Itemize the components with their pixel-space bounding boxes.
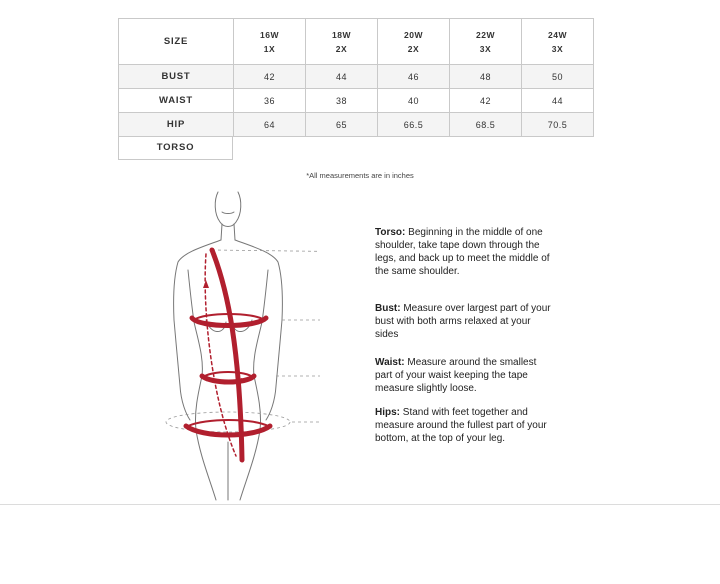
table-cell: 44 [306, 65, 378, 89]
size-chart-table [118, 18, 594, 137]
row-label: HIP [119, 113, 234, 137]
hips-text: Stand with feet together and measure around the fullest part of your bottom, at the top of your leg. [375, 407, 547, 444]
waist-tape-back [202, 372, 254, 378]
bust-title: Bust: [375, 303, 401, 314]
table-cell: 68.5 [450, 113, 522, 137]
bust-text: Measure over largest part of your bust with both arms relaxed at your sides [375, 303, 551, 340]
size-column-22w [450, 19, 522, 65]
table-row-torso-label: TORSO [118, 137, 233, 160]
table-row-bust [119, 65, 594, 89]
torso-tape [212, 250, 242, 460]
table-cell: 65 [306, 113, 378, 137]
table-cell: 64 [234, 113, 306, 137]
right-arm-outline [235, 240, 282, 420]
size-col-line1: 24W [548, 29, 567, 40]
size-column-16w [234, 19, 306, 65]
right-torso-outline [240, 322, 262, 500]
size-col-line2: 3X [551, 43, 564, 54]
table-row-waist [119, 89, 594, 113]
hips-tape [186, 426, 270, 435]
table-row-hip [119, 113, 594, 137]
table-cell: 48 [450, 65, 522, 89]
table-cell: 36 [234, 89, 306, 113]
size-column-18w [306, 19, 378, 65]
torso-text: Beginning in the middle of one shoulder, take tape down through the legs, and back up to meet the middle of the same shoulder. [375, 227, 550, 277]
size-col-line1: 18W [332, 29, 351, 40]
figure-outline [174, 192, 283, 500]
left-arm-outline [174, 240, 221, 420]
mouth-line [222, 212, 234, 214]
hips-title: Hips: [375, 407, 400, 418]
bust-instruction [375, 302, 555, 341]
table-cell: 70.5 [522, 113, 594, 137]
hips-tape-back [188, 420, 268, 426]
table-cell: 38 [306, 89, 378, 113]
torso-title: Torso: [375, 227, 406, 238]
table-cell: 40 [378, 89, 450, 113]
measurement-note: *All measurements are in inches [306, 171, 414, 180]
waist-tape [202, 376, 254, 382]
measuring-tapes [186, 250, 270, 460]
size-column-20w [378, 19, 450, 65]
head-outline [215, 192, 241, 227]
waist-title: Waist: [375, 357, 405, 368]
row-label: WAIST [119, 89, 234, 113]
size-col-line1: 20W [404, 29, 423, 40]
table-cell: 44 [522, 89, 594, 113]
table-cell: 50 [522, 65, 594, 89]
body-outline-illustration [140, 180, 320, 510]
size-col-line1: 22W [476, 29, 495, 40]
size-col-line2: 1X [263, 43, 276, 54]
size-col-line2: 3X [479, 43, 492, 54]
left-torso-outline [194, 322, 216, 500]
hips-instruction [375, 406, 555, 445]
table-cell: 66.5 [378, 113, 450, 137]
waist-text: Measure around the smallest part of your waist keeping the tape measure slightly loose. [375, 357, 537, 394]
row-label: BUST [119, 65, 234, 89]
table-cell: 42 [450, 89, 522, 113]
hips-dashed-ellipse [166, 412, 290, 432]
size-col-line2: 2X [335, 43, 348, 54]
torso-instruction [375, 226, 555, 278]
arrow-up-icon [203, 280, 209, 288]
size-col-line1: 16W [260, 29, 279, 40]
size-header-cell: SIZE [119, 19, 234, 65]
table-header-row [119, 19, 594, 65]
table-cell: 42 [234, 65, 306, 89]
size-col-line2: 2X [407, 43, 420, 54]
size-column-24w [522, 19, 594, 65]
bottom-divider [0, 504, 720, 505]
table-cell: 46 [378, 65, 450, 89]
waist-instruction [375, 356, 555, 395]
